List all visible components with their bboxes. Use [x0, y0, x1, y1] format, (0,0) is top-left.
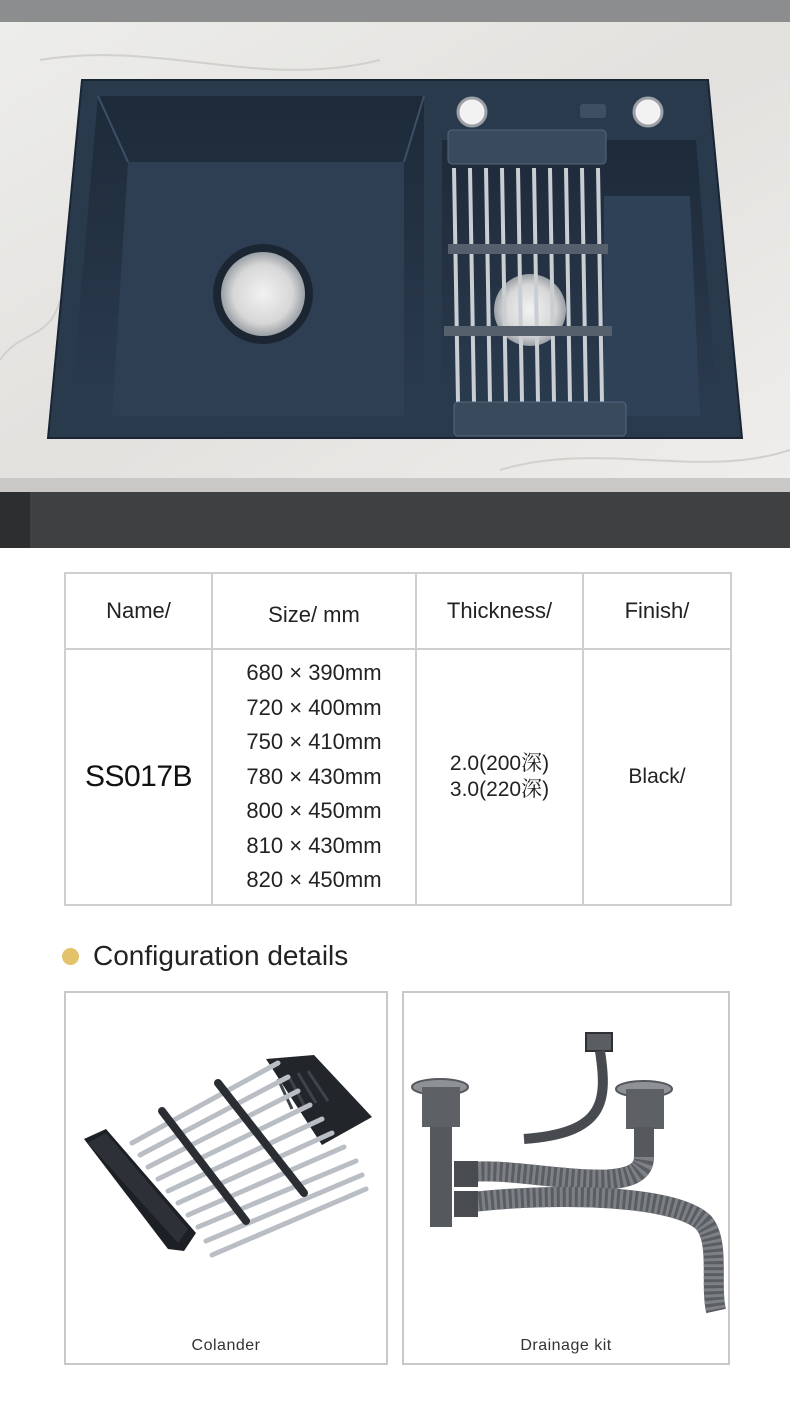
model-name: SS017B — [65, 649, 212, 905]
header-name: Name/ — [65, 573, 212, 649]
size-item: 800 × 450mm — [246, 798, 382, 824]
accessory-caption: Colander — [191, 1337, 261, 1354]
thickness-cell — [416, 649, 583, 905]
spec-table-header-row — [65, 573, 731, 649]
bullet-dot-icon — [62, 948, 79, 965]
thickness-item: 2.0(200深) — [449, 752, 550, 775]
size-item: 820 × 450mm — [246, 867, 382, 893]
accessory-card-drainage — [402, 991, 730, 1365]
size-list — [213, 656, 415, 898]
header-finish: Finish/ — [583, 573, 731, 649]
size-cell — [212, 649, 416, 905]
size-item: 780 × 430mm — [246, 763, 382, 789]
colander-basket-icon — [66, 993, 386, 1333]
size-item: 720 × 400mm — [246, 694, 382, 720]
configuration-heading — [62, 936, 348, 976]
spec-table-row — [65, 649, 731, 905]
size-item: 810 × 430mm — [246, 832, 382, 858]
spec-table — [64, 572, 732, 906]
drainage-pipes-icon — [404, 993, 728, 1333]
size-item: 750 × 410mm — [246, 729, 382, 755]
thickness-item: 3.0(220深) — [449, 778, 550, 801]
accessory-caption: Drainage kit — [520, 1337, 612, 1354]
hero-sink-photo — [0, 0, 790, 548]
sink-illustration — [0, 0, 790, 548]
header-thickness: Thickness/ — [416, 573, 583, 649]
thickness-list — [417, 751, 582, 803]
finish-value: Black/ — [583, 649, 731, 905]
header-size: Size/ mm — [212, 573, 416, 649]
size-item: 680 × 390mm — [246, 660, 382, 686]
accessory-card-colander — [64, 991, 388, 1365]
section-title: Configuration details — [93, 940, 349, 971]
